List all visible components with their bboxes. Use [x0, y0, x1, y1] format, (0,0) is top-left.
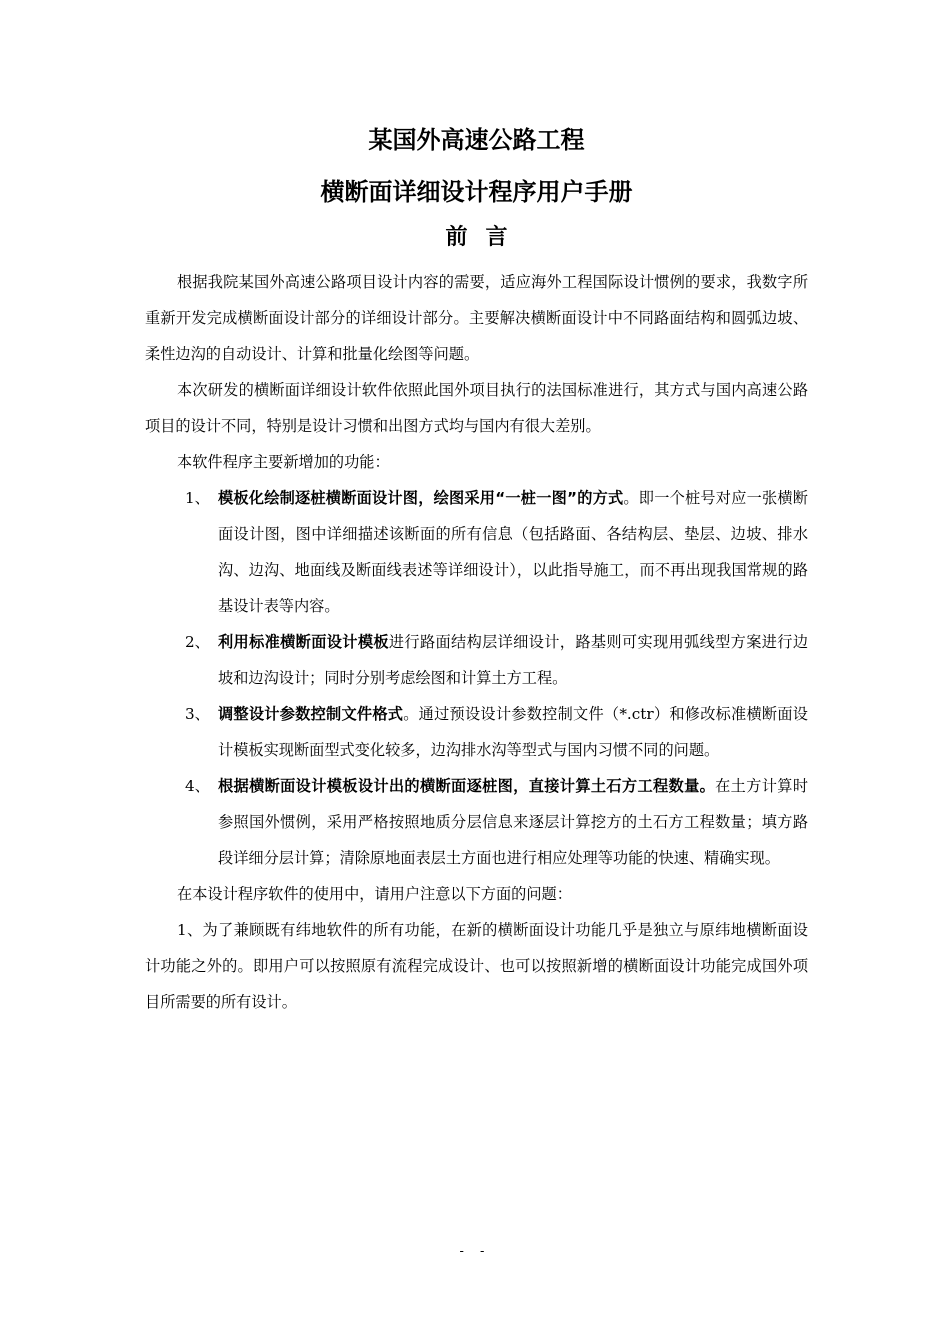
- feature-text: 在土方计算时参照国外惯例，采用严格按照地质分层信息来逐层计算挖方的土石方工程数量；填方路段详细分层计算；清除原地面表层土方面也进行相应处理等功能的快速、精确实现。: [218, 777, 809, 867]
- intro-paragraph-2: 本次研发的横断面详细设计软件依照此国外项目执行的法国标准进行，其方式与国内高速公路项目的设计不同，特别是设计习惯和出图方式均与国内有很大差别。: [145, 381, 808, 435]
- feature-text: 。通过预设设计参数控制文件（*.ctr）和修改标准横断面设计模板实现断面型式变化较多，边沟排水沟等型式与国内习惯不同的问题。: [218, 705, 808, 759]
- feature-bold-text: 利用标准横断面设计模板: [218, 633, 389, 651]
- note-paragraph-1: 1、为了兼顾既有纬地软件的所有功能，在新的横断面设计功能几乎是独立与原纬地横断面设计功能之外的。即用户可以按照原有流程完成设计、也可以按照新增的横断面设计功能完成国外项目所需要的所有设计。: [145, 921, 808, 1011]
- section-heading: 前言: [445, 225, 526, 250]
- feature-item: [145, 480, 808, 624]
- intro-paragraph-1: 根据我院某国外高速公路项目设计内容的需要，适应海外工程国际设计惯例的要求，我数字所重新开发完成横断面设计部分的详细设计部分。主要解决横断面设计中不同路面结构和圆弧边坡、柔性边沟的自动设计、计算和批量化绘图等问题。: [145, 273, 808, 363]
- feature-item: [145, 696, 808, 768]
- feature-number: 2、: [185, 633, 210, 651]
- feature-number: 3、: [185, 705, 210, 723]
- feature-bold-text: 模板化绘制逐桩横断面设计图，绘图采用“一桩一图”的方式: [218, 489, 624, 507]
- feature-text: 进行路面结构层详细设计，路基则可实现用弧线型方案进行边坡和边沟设计；同时分别考虑绘图和计算土方工程。: [218, 633, 809, 687]
- feature-text: 。即一个桩号对应一张横断面设计图，图中详细描述该断面的所有信息（包括路面、各结构层、垫层、边坡、排水沟、边沟、地面线及断面线表述等详细设计），以此指导施工，而不再出现我国常规的路基设计表等内容。: [218, 489, 808, 615]
- feature-number: 1、: [185, 489, 210, 507]
- intro-paragraph-3: 本软件程序主要新增加的功能：: [177, 453, 390, 471]
- feature-number: 4、: [185, 777, 210, 795]
- feature-list: [145, 480, 808, 876]
- feature-item: [145, 768, 808, 876]
- document-title: 某国外高速公路工程: [368, 126, 585, 154]
- document-page: [145, 120, 808, 1020]
- page-footer: - -: [459, 1244, 491, 1259]
- document-subtitle: 横断面详细设计程序用户手册: [320, 178, 633, 206]
- notes-intro-paragraph: 在本设计程序软件的使用中，请用户注意以下方面的问题：: [177, 885, 572, 903]
- feature-bold-text: 调整设计参数控制文件格式: [218, 705, 404, 723]
- feature-item: [145, 624, 808, 696]
- feature-bold-text: 根据横断面设计模板设计出的横断面逐桩图，直接计算土石方工程数量。: [218, 777, 716, 795]
